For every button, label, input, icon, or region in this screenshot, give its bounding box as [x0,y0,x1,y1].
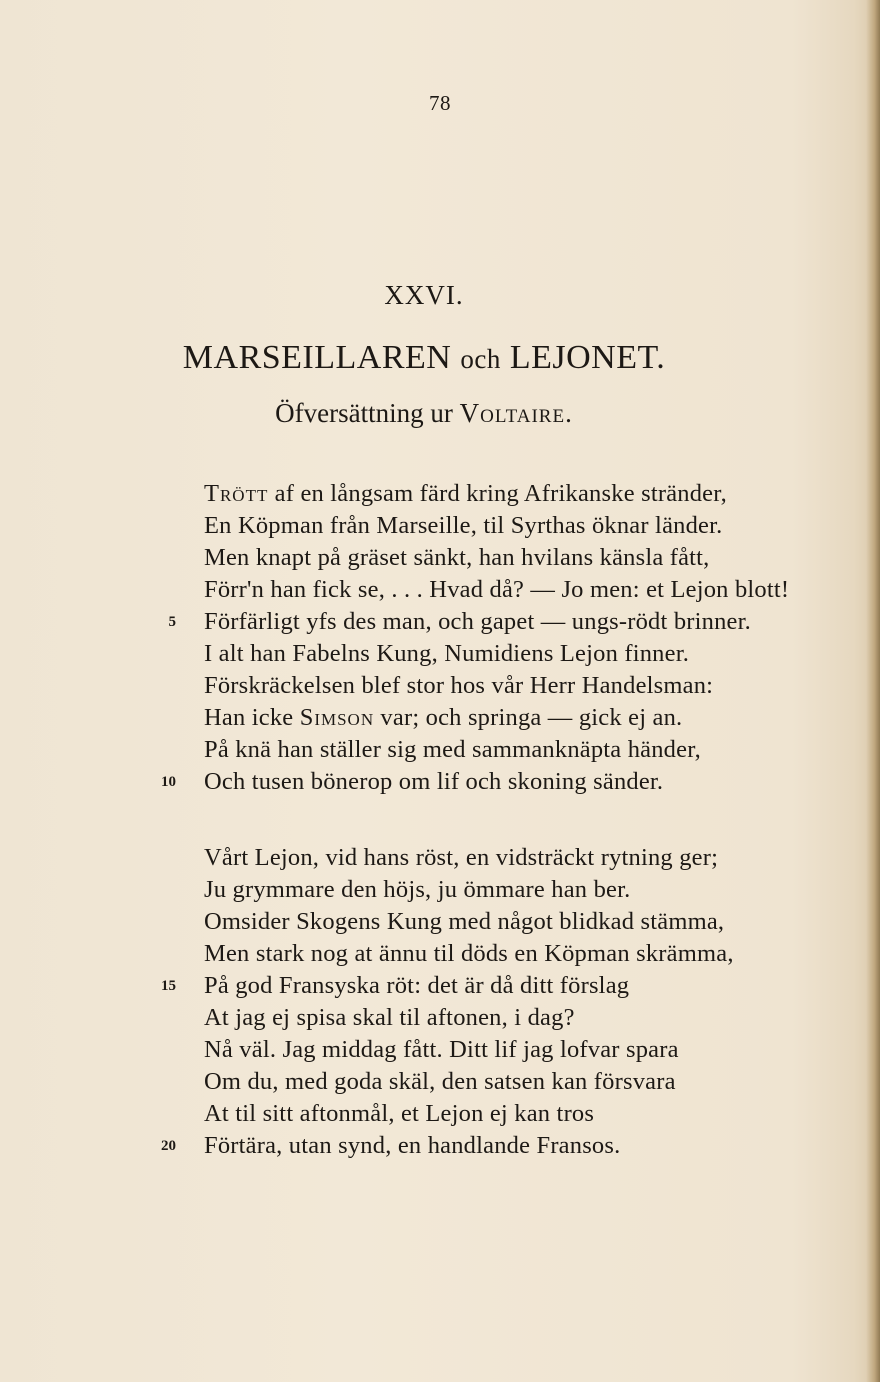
verse-line-post: var; och springa — gick ej an. [374,704,683,731]
verse-line-pre: Han icke [204,704,300,731]
verse-line-text: af en långsam färd kring Afrikanske stränder, [268,480,727,507]
poem-title [0,339,848,377]
chapter-number: XXVI. [384,280,464,310]
verse-line: Nå väl. Jag middag fått. Ditt lif jag lofvar spara [204,1036,679,1063]
verse-line: På knä han ställer sig med sammanknäpta händer, [204,736,701,763]
line-number: 20 [161,1138,176,1154]
verse-line [204,478,727,510]
verse-line: Förskräckelsen blef stor hos vår Herr Handelsman: [204,672,714,699]
verse-line: At til sitt aftonmål, et Lejon ej kan tros [204,1100,595,1127]
verse-line: Ju grymmare den höjs, ju ömmare han ber. [204,876,631,903]
verse-line: Men knapt på gräset sänkt, han hvilans känsla fått, [204,544,710,571]
title-part1: MARSEILLAREN [182,339,452,376]
verse-line: Förtära, utan synd, en handlande Fransos. [204,1132,621,1159]
verse-line: At jag ej spisa skal til aftonen, i dag? [204,1004,575,1031]
subtitle-author: Voltaire. [459,398,573,428]
page-number: 78 [429,91,451,115]
verse-line: På god Fransyska röt: det är då ditt förslag [204,972,630,999]
verse-line: Omsider Skogens Kung med något blidkad stämma, [204,908,725,935]
verse-line [204,702,682,734]
verse-line: I alt han Fabelns Kung, Numidiens Lejon finner. [204,640,690,667]
verse-line: Vårt Lejon, vid hans röst, en vidsträckt rytning ger; [204,844,719,871]
verse-line: Om du, med goda skäl, den satsen kan försvara [204,1068,676,1095]
verse-line: Och tusen bönerop om lif och skoning sänder. [204,768,664,795]
verse-line: Men stark nog at ännu til döds en Köpman skrämma, [204,940,734,967]
line-number: 10 [161,774,176,790]
title-connector: och [460,344,501,374]
verse-line: Förr'n han fick se, . . . Hvad då? — Jo men: et Lejon blott! [204,576,790,603]
title-part2: LEJONET. [509,339,666,376]
verse-initial-word: Trött [204,480,269,507]
line-number: 15 [161,978,176,994]
line-number: 5 [168,614,176,630]
verse-line: En Köpman från Marseille, til Syrthas öknar länder. [204,512,723,539]
verse-name-simson: Simson [299,704,375,731]
verse-line: Förfärligt yfs des man, och gapet — ungs-rödt brinner. [204,608,751,635]
poem-subtitle [0,398,848,429]
page-edge-shadow [866,0,880,1382]
subtitle-prefix: Öfversättning ur [275,398,453,428]
